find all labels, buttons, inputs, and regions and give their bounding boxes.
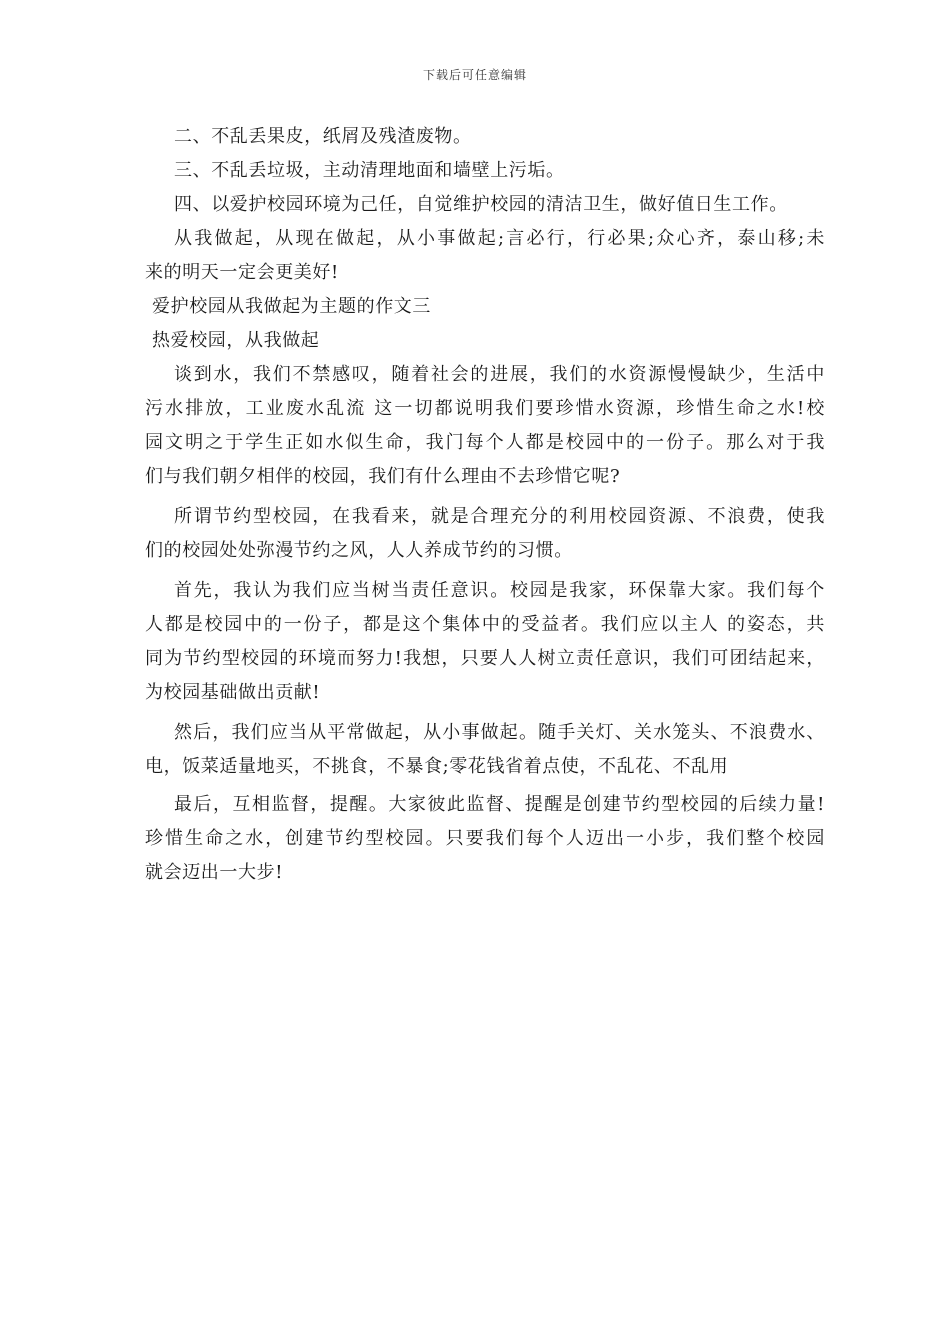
- paragraph-line: 来的明天一定会更美好!: [145, 262, 339, 283]
- paragraph-line: 最后，互相监督，提醒。大家彼此监督、提醒是创建节约型校园的后续力量!: [174, 794, 825, 815]
- paragraph-line: 然后，我们应当从平常做起，从小事做起。随手关灯、关水笼头、不浪费水、: [174, 722, 825, 743]
- paragraph-line: 珍惜生命之水，创建节约型校园。只要我们每个人迈出一小步，我们整个校园: [145, 828, 825, 849]
- paragraph-line: 就会迈出一大步!: [145, 862, 284, 883]
- paragraph-line: 首先，我认为我们应当树当责任意识。校园是我家，环保靠大家。我们每个: [174, 580, 825, 601]
- paragraph-line: 人都是校园中的一份子，都是这个集体中的受益者。我们应以主人 的姿态，共: [145, 614, 825, 635]
- paragraph-line: 们的校园处处弥漫节约之风，人人养成节约的习惯。: [145, 540, 573, 561]
- paragraph-line: 们与我们朝夕相伴的校园，我们有什么理由不去珍惜它呢?: [145, 466, 621, 487]
- list-item-4: 四、以爱护校园环境为己任，自觉维护校园的清洁卫生，做好值日生工作。: [174, 194, 788, 215]
- list-item-3: 三、不乱丢垃圾，主动清理地面和墙壁上污垢。: [174, 160, 565, 181]
- paragraph-line: 电，饭菜适量地买，不挑食，不暴食;零花钱省着点使，不乱花、不乱用: [145, 756, 729, 777]
- paragraph-line: 污水排放，工业废水乱流 这一切都说明我们要珍惜水资源，珍惜生命之水!校: [145, 398, 825, 419]
- paragraph-line: 谈到水，我们不禁感叹，随着社会的进展，我们的水资源慢慢缺少，生活中: [174, 364, 825, 385]
- essay-title: 爱护校园从我做起为主题的作文三: [152, 296, 431, 317]
- paragraph-line: 园文明之于学生正如水似生命，我门每个人都是校园中的一份子。那么对于我: [145, 432, 825, 453]
- paragraph-line: 从我做起，从现在做起，从小事做起;言必行，行必果;众心齐，泰山移;未: [174, 228, 825, 249]
- paragraph-line: 所谓节约型校园，在我看来，就是合理充分的利用校园资源、不浪费，使我: [174, 506, 825, 527]
- paragraph-line: 同为节约型校园的环境而努力!我想，只要人人树立责任意识，我们可团结起来，: [145, 648, 825, 669]
- paragraph-line: 为校园基础做出贡献!: [145, 682, 321, 703]
- list-item-2: 二、不乱丢果皮，纸屑及残渣废物。: [174, 126, 472, 147]
- essay-subtitle: 热爱校园，从我做起: [152, 330, 320, 351]
- page-header-note: 下载后可任意编辑: [422, 68, 527, 82]
- document-body: [145, 120, 825, 890]
